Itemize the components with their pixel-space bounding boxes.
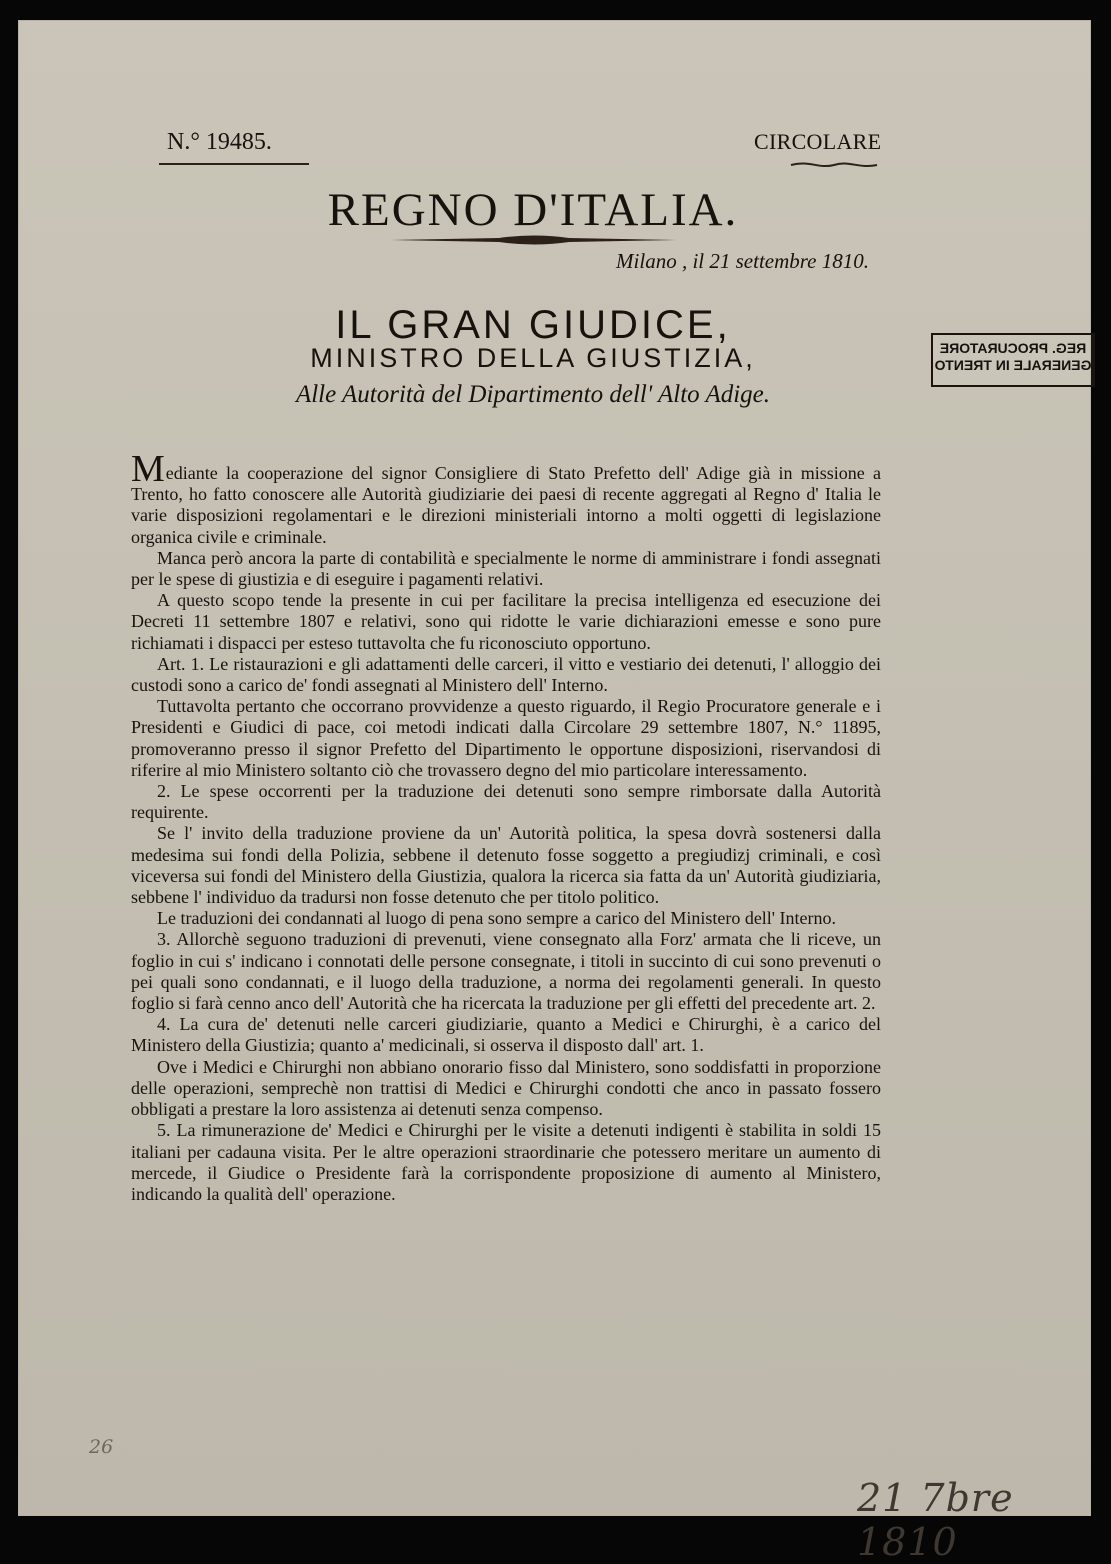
stamp-line-1: REG. PROCURATORE xyxy=(939,340,1087,356)
paragraph-text: Tuttavolta pertanto che occorrano provvidenze a questo riguardo, il Regio Procuratore generale e i Presidenti e Giudici di pace, coi metodi indicati dalla Circolare 29 settembre 1807, N.° 11895, promoveranno presso il signor Prefetto del Dipartimento le opportune disposizioni, riservandosi di riferire al mio Ministero soltanto ciò che trovassero degno del mio particolare interessamento. xyxy=(131,696,881,780)
body-paragraph xyxy=(131,823,881,908)
paragraph-text: 4. La cura de' detenuti nelle carceri giudiziarie, quanto a Medici e Chirurghi, è a carico del Ministero della Giustizia; quanto a' medicinali, si osserva il disposto dall' art. 1. xyxy=(131,1014,881,1056)
paragraph-text: Le traduzioni dei condannati al luogo di pena sono sempre a carico del Ministero dell' Interno. xyxy=(157,908,837,929)
title-rule-ornament xyxy=(389,233,679,247)
paragraph-text: A questo scopo tende la presente in cui per facilitare la precisa intelligenza ed esecuzione dei Decreti 11 settembre 1807 e relativi, sono qui ridotte le varie dichiarazioni emesse e sono pure richiamati i dispacci per esteso tuttavolta che fu riconosciuto opportuno. xyxy=(131,590,881,653)
body-paragraph xyxy=(131,590,881,654)
paragraph-text: Ove i Medici e Chirurghi non abbiano onorario fisso dal Ministero, sono soddisfatti in proporzione delle operazioni, semprechè non trattisi di Medici e Chirurghi condotti che anco in passato fossero obbligati a prestare la loro assistenza ai detenuti senza compenso. xyxy=(131,1056,881,1120)
circular-body xyxy=(131,448,881,1205)
body-paragraph xyxy=(131,1057,881,1121)
page-title: REGNO D'ITALIA. xyxy=(327,184,739,236)
issuer-heading: IL GRAN GIUDICE, xyxy=(335,303,731,347)
circular-number: N.° 19485. xyxy=(167,129,272,155)
paragraph-text: ediante la cooperazione del signor Consigliere di Stato Prefetto dell' Adige già in missione a Trento, ho fatto conoscere alle Autorità giudiziarie dei paesi di recente aggregati al Regno d' Italia le varie disposizioni regolamentari e le direzioni ministeriali intorno a molti oggetti di legislazione organica civile e criminale. xyxy=(131,463,881,547)
body-paragraph xyxy=(131,781,881,823)
archive-stamp xyxy=(931,333,1095,387)
handwritten-date: 21 7bre 1810 xyxy=(857,1476,1014,1564)
paragraph-text: Se l' invito della traduzione proviene da un' Autorità politica, la spesa dovrà sostenersi dalla medesima sui fondi della Polizia, sebbene il detenuto fosse soggetto a pregiudizj criminali, e così viceversa sui fondi del Ministero della Giustizia, qualora la ricerca sia fatta da un' Autorità giudiziaria, sebbene l' individuo da tradursi non fosse detenuto che per titolo politico. xyxy=(131,823,881,908)
paragraph-text: 2. Le spese occorrenti per la traduzione dei detenuti sono sempre rimborsate dalla Autorità requirente. xyxy=(131,781,881,823)
stamp-line-2: GENERALE IN TRENTO xyxy=(934,357,1092,373)
number-underline xyxy=(159,163,309,165)
body-paragraph xyxy=(131,654,881,696)
date-line: Milano , il 21 settembre 1810. xyxy=(616,249,869,273)
body-paragraph xyxy=(131,696,881,781)
document-page xyxy=(18,20,1092,1564)
paragraph-text: Art. 1. Le ristaurazioni e gli adattamenti delle carceri, il vitto e vestiario dei detenuti, l' alloggio dei custodi sono a carico de' fondi assegnati al Ministero dell' Interno. xyxy=(131,653,881,696)
body-paragraph xyxy=(131,548,881,590)
office-heading: MINISTRO DELLA GIUSTIZIA, xyxy=(310,343,756,373)
addressee-line: Alle Autorità del Dipartimento dell' Alto Adige. xyxy=(295,381,771,408)
margin-note: 26 xyxy=(89,1436,114,1458)
circular-label: CIRCOLARE xyxy=(754,129,882,154)
body-paragraph xyxy=(131,448,881,548)
paragraph-text: 5. La rimunerazione de' Medici e Chirurghi per le visite a detenuti indigenti è stabilita in soldi 15 italiani per cadauna visita. Per le altre operazioni straordinarie che potessero meritare un aumento di mercede, il Giudice o Presidente farà la corrispondente proposizione di aumento al Ministero, indicando la qualità dell' operazione. xyxy=(131,1120,881,1204)
paragraph-text: 3. Allorchè seguono traduzioni di prevenuti, viene consegnato alla Forz' armata che li riceve, un foglio in cui s' indicano i connotati delle persone consegnate, i titoli in succinto di cui sono prevenuti o pei quali sono condannati, e il luogo della traduzione, a norma dei regolamenti generali. In questo foglio si farà cenno anco dell' Autorità che ha ricercata la traduzione per gli effetti del precedente art. 2. xyxy=(131,929,881,1014)
drop-cap: M xyxy=(131,448,165,490)
paragraph-text: Manca però ancora la parte di contabilità e specialmente le norme di amministrare i fondi assegnati per le spese di giustizia e di eseguire i pagamenti relativi. xyxy=(131,547,881,590)
swash-ornament xyxy=(789,159,879,171)
body-paragraph xyxy=(131,1014,881,1056)
body-paragraph xyxy=(131,929,881,1014)
body-paragraph xyxy=(131,1120,881,1205)
body-paragraph xyxy=(131,908,881,929)
